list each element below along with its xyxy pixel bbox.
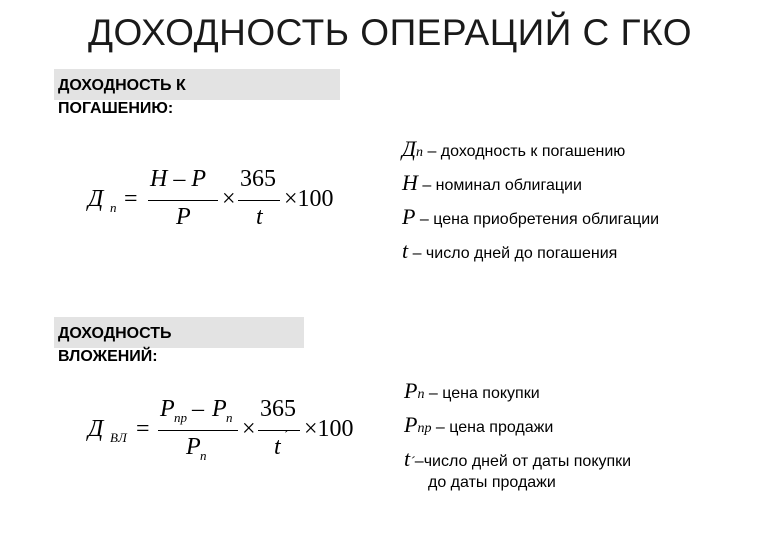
legend-symbol: Р <box>404 378 418 403</box>
heading-line-2: ПОГАШЕНИЮ: <box>58 100 174 117</box>
legend-investment-2 <box>404 412 553 438</box>
legend-maturity-2 <box>402 170 582 196</box>
numerator-p-sell-sub: пр <box>174 410 187 425</box>
fraction-a-bar <box>158 430 238 431</box>
section-heading-maturity-yield <box>58 69 348 120</box>
formula-lhs-sub: п <box>110 200 117 215</box>
section-heading-investment-yield <box>58 317 318 368</box>
formula-times-100: ×100 <box>284 186 334 212</box>
fraction-b-bar <box>258 430 300 431</box>
fraction-b-denominator-prime: ´ <box>284 428 290 445</box>
investment-yield-formula <box>88 388 378 468</box>
fraction-b-bar <box>238 200 280 201</box>
legend-text: –число дней от даты покупки <box>414 453 632 470</box>
fraction-b-numerator: 365 <box>240 166 276 192</box>
legend-symbol: Р <box>402 204 416 229</box>
fraction-a-bar <box>148 200 218 201</box>
numerator-p-sell: Р <box>160 396 175 422</box>
formula-lhs: Д <box>88 416 104 442</box>
formula-equals: = <box>124 186 138 212</box>
legend-text: – цена продажи <box>431 419 554 436</box>
legend-symbol: t <box>402 238 409 263</box>
legend-text: – цена приобретения облигации <box>415 211 660 228</box>
legend-symbol-sub: п <box>416 145 423 160</box>
legend-text: – число дней до погашения <box>408 245 618 262</box>
maturity-yield-formula <box>88 160 358 240</box>
legend-investment-3-continuation: до даты продажи <box>428 474 556 491</box>
formula-times-1: × <box>222 186 236 212</box>
legend-symbol: Р <box>404 412 418 437</box>
fraction-a-numerator: Н – Р <box>150 166 206 192</box>
formula-times-100: ×100 <box>304 416 354 442</box>
legend-text: – номинал облигации <box>417 177 582 194</box>
heading-line-2: ВЛОЖЕНИЙ: <box>58 348 158 365</box>
formula-lhs-sub: ВЛ <box>110 430 127 445</box>
numerator-minus: – <box>192 396 204 422</box>
fraction-a-denominator-sub: п <box>200 448 207 463</box>
formula-lhs: Д <box>88 186 104 212</box>
legend-maturity-3 <box>402 204 659 230</box>
legend-text: – доходность к погашению <box>423 143 626 160</box>
legend-symbol-sub: п <box>417 387 425 402</box>
legend-symbol: Н <box>402 170 418 195</box>
legend-symbol-sub: ´ <box>410 455 415 470</box>
legend-investment-1 <box>404 378 540 404</box>
legend-symbol-sub: пр <box>417 421 432 436</box>
formula-equals: = <box>136 416 150 442</box>
legend-maturity-4 <box>402 238 617 264</box>
page-title: ДОХОДНОСТЬ ОПЕРАЦИЙ С ГКО <box>87 12 693 53</box>
legend-maturity-1 <box>402 136 625 162</box>
legend-symbol: Д <box>402 136 416 161</box>
fraction-a-denominator: Р <box>186 434 201 460</box>
heading-line-1: ДОХОДНОСТЬ К <box>58 77 186 94</box>
fraction-b-numerator: 365 <box>260 396 296 422</box>
legend-symbol: t <box>404 446 411 471</box>
numerator-p-buy: Р <box>212 396 227 422</box>
fraction-b-denominator: t <box>256 204 263 230</box>
fraction-a-denominator: Р <box>176 204 191 230</box>
heading-line-1: ДОХОДНОСТЬ <box>58 325 172 342</box>
fraction-b-denominator: t <box>274 434 281 460</box>
legend-investment-3 <box>404 446 631 472</box>
numerator-p-buy-sub: п <box>226 410 233 425</box>
formula-times-1: × <box>242 416 256 442</box>
legend-text: – цена покупки <box>424 385 540 402</box>
